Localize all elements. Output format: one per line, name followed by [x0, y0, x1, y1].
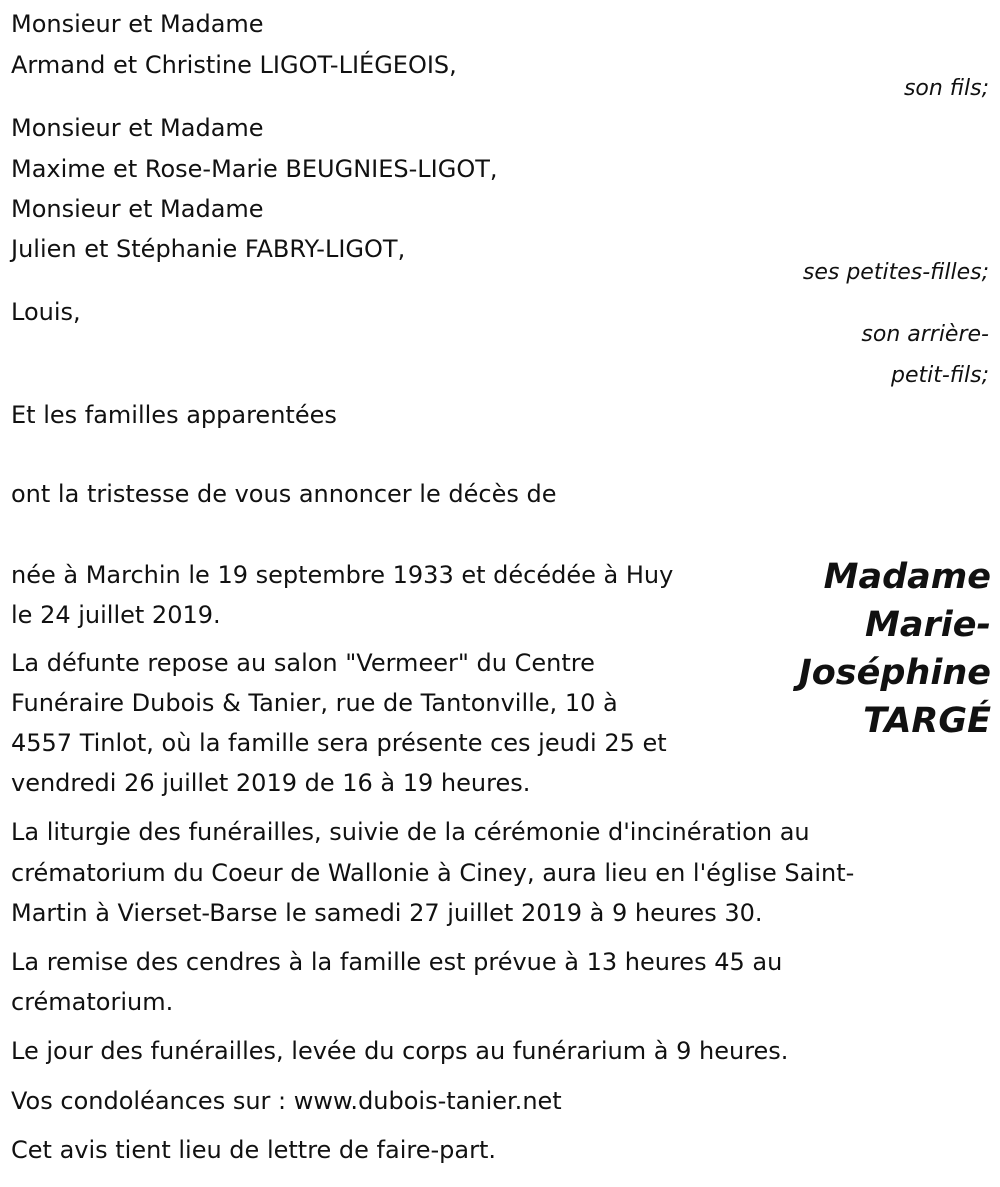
ashes-line1: La remise des cendres à la famille est prévue à 13 heures 45 au: [11, 948, 783, 976]
announcement-line: ont la tristesse de vous annoncer le décès de: [11, 480, 557, 508]
liturgy-line3: Martin à Vierset-Barse le samedi 27 juillet 2019 à 9 heures 30.: [11, 899, 763, 927]
son-honorific: Monsieur et Madame: [11, 10, 264, 38]
rest-line2: Funéraire Dubois & Tanier, rue de Tantonville, 10 à: [11, 689, 618, 717]
granddaughters-role: ses petites-filles;: [802, 260, 989, 285]
rest-line3: 4557 Tinlot, où la famille sera présente ces jeudi 25 et: [11, 729, 667, 757]
liturgy-line1: La liturgie des funérailles, suivie de la cérémonie d'incinération au: [11, 818, 810, 846]
relatives-line: Et les familles apparentées: [11, 401, 337, 429]
deceased-first-name-part1: Marie-: [865, 605, 991, 645]
great-grandson-role-line1: son arrière-: [861, 322, 989, 347]
ashes-line2: crématorium.: [11, 988, 174, 1016]
deceased-first-name-part2: Joséphine: [798, 653, 991, 693]
deceased-title: Madame: [823, 557, 991, 597]
deceased-name: [799, 553, 991, 745]
birth-death-line2: le 24 juillet 2019.: [11, 601, 221, 629]
notice-line: Cet avis tient lieu de lettre de faire-part.: [11, 1136, 496, 1164]
condolences-line: Vos condoléances sur : www.dubois-tanier.net: [11, 1087, 562, 1115]
granddaughter2-names: Julien et Stéphanie FABRY-LIGOT,: [11, 235, 406, 263]
great-grandson-name: Louis,: [11, 298, 81, 326]
liturgy-line2: crématorium du Coeur de Wallonie à Ciney, aura lieu en l'église Saint-: [11, 859, 855, 887]
son-role: son fils;: [903, 76, 989, 101]
deceased-surname: TARGÉ: [863, 701, 991, 741]
funeral-day-line: Le jour des funérailles, levée du corps au funérarium à 9 heures.: [11, 1037, 789, 1065]
great-grandson-role-line2: petit-fils;: [890, 363, 989, 388]
granddaughter2-honorific: Monsieur et Madame: [11, 195, 264, 223]
granddaughter1-names: Maxime et Rose-Marie BEUGNIES-LIGOT,: [11, 155, 498, 183]
granddaughter1-honorific: Monsieur et Madame: [11, 114, 264, 142]
rest-line4: vendredi 26 juillet 2019 de 16 à 19 heures.: [11, 769, 531, 797]
son-names: Armand et Christine LIGOT-LIÉGEOIS,: [11, 51, 457, 79]
rest-line1: La défunte repose au salon "Vermeer" du Centre: [11, 649, 595, 677]
birth-death-line1: née à Marchin le 19 septembre 1933 et décédée à Huy: [11, 561, 674, 589]
